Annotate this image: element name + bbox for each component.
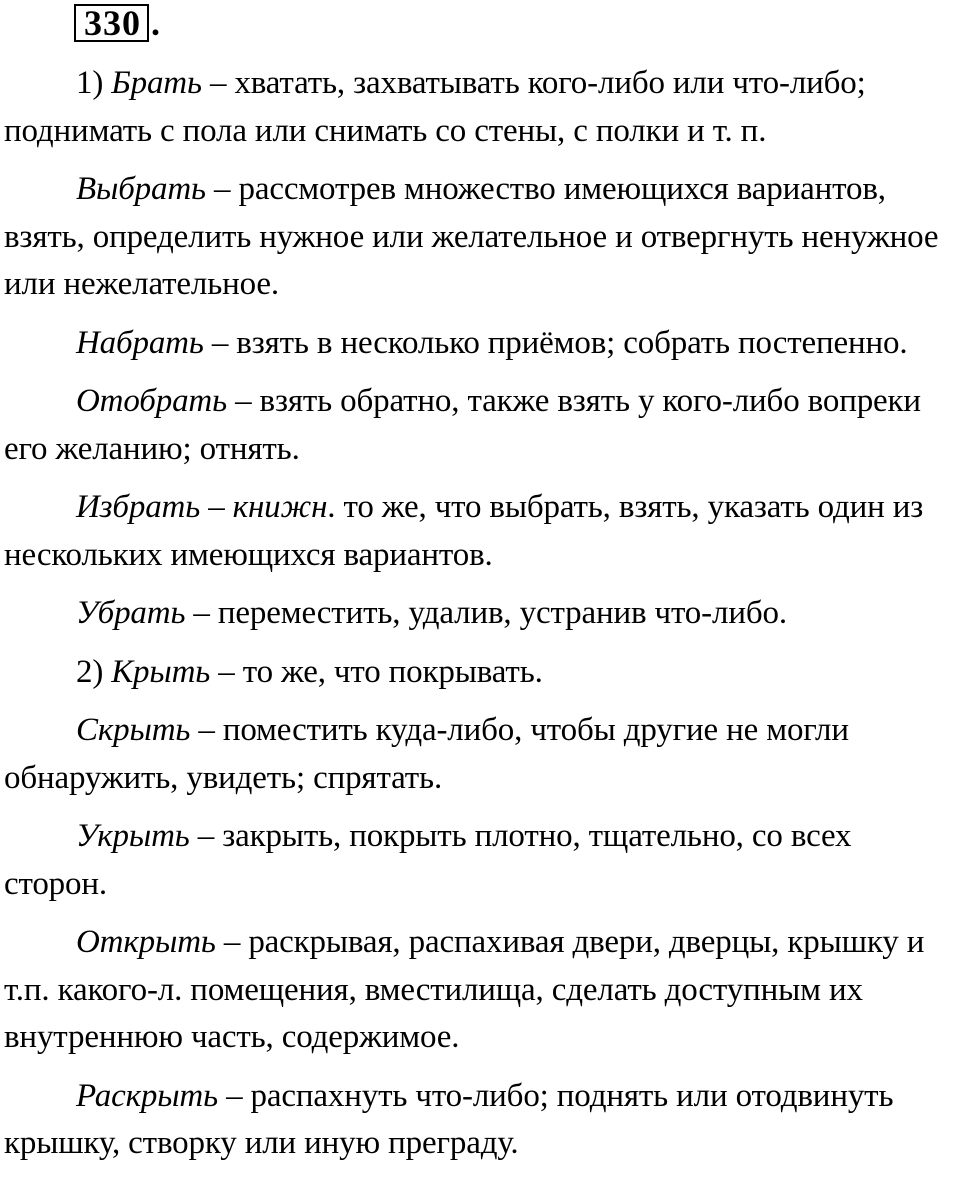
- entry-dash: –: [185, 595, 218, 631]
- entry-dash: –: [189, 818, 223, 854]
- definition-entry: [4, 60, 958, 155]
- entry-dash: –: [217, 1077, 251, 1114]
- entry-definition: хватать, захватывать кого-либо или что-либо; поднимать с пола или снимать со стены, с полки и т. п.: [4, 65, 866, 149]
- entry-definition: распахнуть что-либо; поднять или отодвинуть крышку, створку или иную преграду.: [4, 1077, 894, 1161]
- entry-term: Убрать: [76, 595, 186, 631]
- definition-entry: [4, 166, 958, 309]
- entry-dash: –: [190, 712, 223, 748]
- entry-definition: взять обратно, также взять у кого-либо вопреки его желанию; отнять.: [4, 383, 921, 467]
- entry-definition: взять в несколько приёмов; собрать постепенно.: [236, 324, 908, 361]
- definition-entry: [4, 590, 958, 638]
- entry-term: Укрыть: [76, 818, 190, 854]
- entry-dash: –: [205, 171, 239, 207]
- definition-entry: [4, 649, 958, 697]
- entry-definition: закрыть, покрыть плотно, тщательно, со всех сторон.: [4, 818, 852, 902]
- entry-term: Набрать: [76, 324, 204, 361]
- entry-term: Скрыть: [76, 712, 191, 748]
- exercise-number: [74, 4, 161, 42]
- definition-entry: [4, 707, 958, 802]
- definition-entry: [4, 378, 958, 473]
- definition-entry: [4, 1073, 958, 1168]
- entry-definition: переместить, удалив, устранив что-либо.: [217, 595, 787, 631]
- entry-dash: –: [203, 324, 237, 361]
- entry-term: Брать: [111, 65, 202, 101]
- definitions-list: [4, 60, 958, 1179]
- entry-note: книжн: [232, 489, 328, 525]
- exercise-number-suffix: .: [151, 3, 161, 43]
- exercise-number-box: 330: [74, 4, 149, 42]
- entry-term: Раскрыть: [76, 1077, 218, 1114]
- entry-dash: –: [200, 489, 233, 525]
- entry-dash: –: [215, 924, 249, 960]
- entry-dash: –: [201, 65, 235, 101]
- entry-term: Отобрать: [76, 383, 227, 419]
- entry-dash: –: [226, 383, 260, 419]
- entry-dash: –: [210, 653, 243, 690]
- entry-prefix: 1): [76, 65, 112, 101]
- entry-definition: раскрывая, распахивая двери, дверцы, крышку и т.п. какого-л. помещения, вместилища, сделать доступным их внутреннюю часть, содержимое.: [4, 924, 925, 1055]
- definition-entry: [4, 320, 958, 368]
- entry-definition: рассмотрев множество имеющихся вариантов, взять, определить нужное или желательное и отвергнуть ненужное или нежелательное.: [4, 171, 939, 302]
- definition-entry: [4, 919, 958, 1062]
- entry-prefix: 2): [76, 653, 112, 690]
- entry-term: Открыть: [76, 924, 216, 960]
- entry-term: Крыть: [111, 653, 211, 690]
- entry-term: Выбрать: [76, 171, 206, 207]
- entry-term: Избрать: [76, 489, 201, 525]
- entry-definition: . то же, что выбрать, взять, указать один из нескольких имеющихся вариантов.: [4, 489, 924, 573]
- entry-definition: поместить куда-либо, чтобы другие не могли обнаружить, увидеть; спрятать.: [4, 712, 849, 796]
- definition-entry: [4, 484, 958, 579]
- entry-definition: то же, что покрывать.: [242, 653, 543, 690]
- definition-entry: [4, 813, 958, 908]
